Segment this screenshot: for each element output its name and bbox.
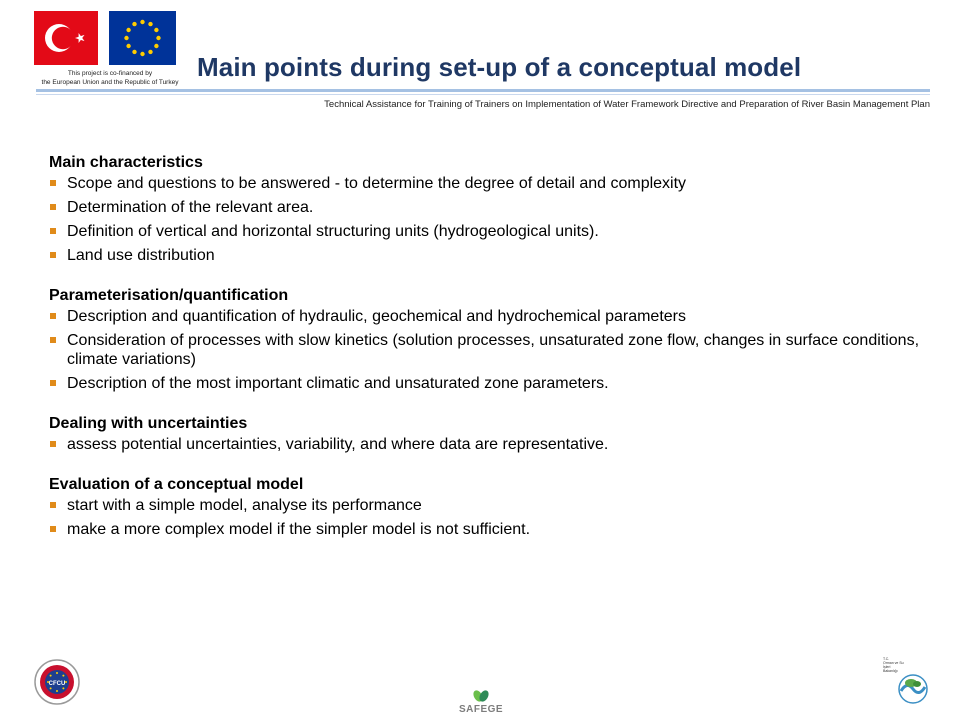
bullet-item: Consideration of processes with slow kinetics (solution processes, unsaturated zone flow, changes in surface conditions, climate variations) (49, 331, 929, 369)
cofinance-logos (34, 11, 179, 89)
eu-flag-icon (109, 11, 176, 65)
cfcu-logo-icon (34, 659, 80, 705)
ministry-logo (883, 657, 931, 705)
bullet-item: make a more complex model if the simpler model is not sufficient. (49, 520, 929, 539)
section-evaluation (49, 474, 929, 539)
header-rule-thin (36, 94, 930, 95)
bullet-item: Description and quantification of hydraulic, geochemical and hydrochemical parameters (49, 307, 929, 326)
header-rule (36, 89, 930, 92)
section-title: Main characteristics (49, 154, 203, 171)
cofinance-note: This project is co-financed by the European Union and the Republic of Turkey (41, 70, 179, 86)
ministry-logo-text: T.C. Orman ve Su İşleri Bakanlığı (883, 657, 904, 673)
bullet-item: start with a simple model, analyse its performance (49, 496, 929, 515)
section-title: Evaluation of a conceptual model (49, 476, 304, 493)
turkish-flag-icon (34, 11, 98, 65)
bullet-item: assess potential uncertainties, variability, and where data are representative. (49, 435, 929, 454)
cfcu-logo-text: CFCU (48, 681, 66, 687)
section-uncertainties (49, 413, 929, 454)
bullet-item: Determination of the relevant area. (49, 198, 929, 217)
slide-content (49, 152, 929, 559)
bullet-item: Definition of vertical and horizontal structuring units (hydrogeological units). (49, 222, 929, 241)
safege-leaf-icon (449, 690, 513, 704)
project-subtitle: Technical Assistance for Training of Trainers on Implementation of Water Framework Directive and Preparation of River Basin Management Plan (324, 99, 930, 110)
section-title: Dealing with uncertainties (49, 415, 248, 432)
safege-logo-text: SAFEGE (458, 704, 504, 715)
bullet-item: Scope and questions to be answered - to determine the degree of detail and complexity (49, 174, 929, 193)
bullet-item: Land use distribution (49, 246, 929, 265)
section-parameterisation (49, 285, 929, 393)
bullet-item: Description of the most important climatic and unsaturated zone parameters. (49, 374, 929, 393)
section-main-characteristics (49, 152, 929, 265)
page-title: Main points during set-up of a conceptual model (197, 52, 802, 82)
section-title: Parameterisation/quantification (49, 287, 289, 304)
safege-logo (449, 690, 513, 716)
